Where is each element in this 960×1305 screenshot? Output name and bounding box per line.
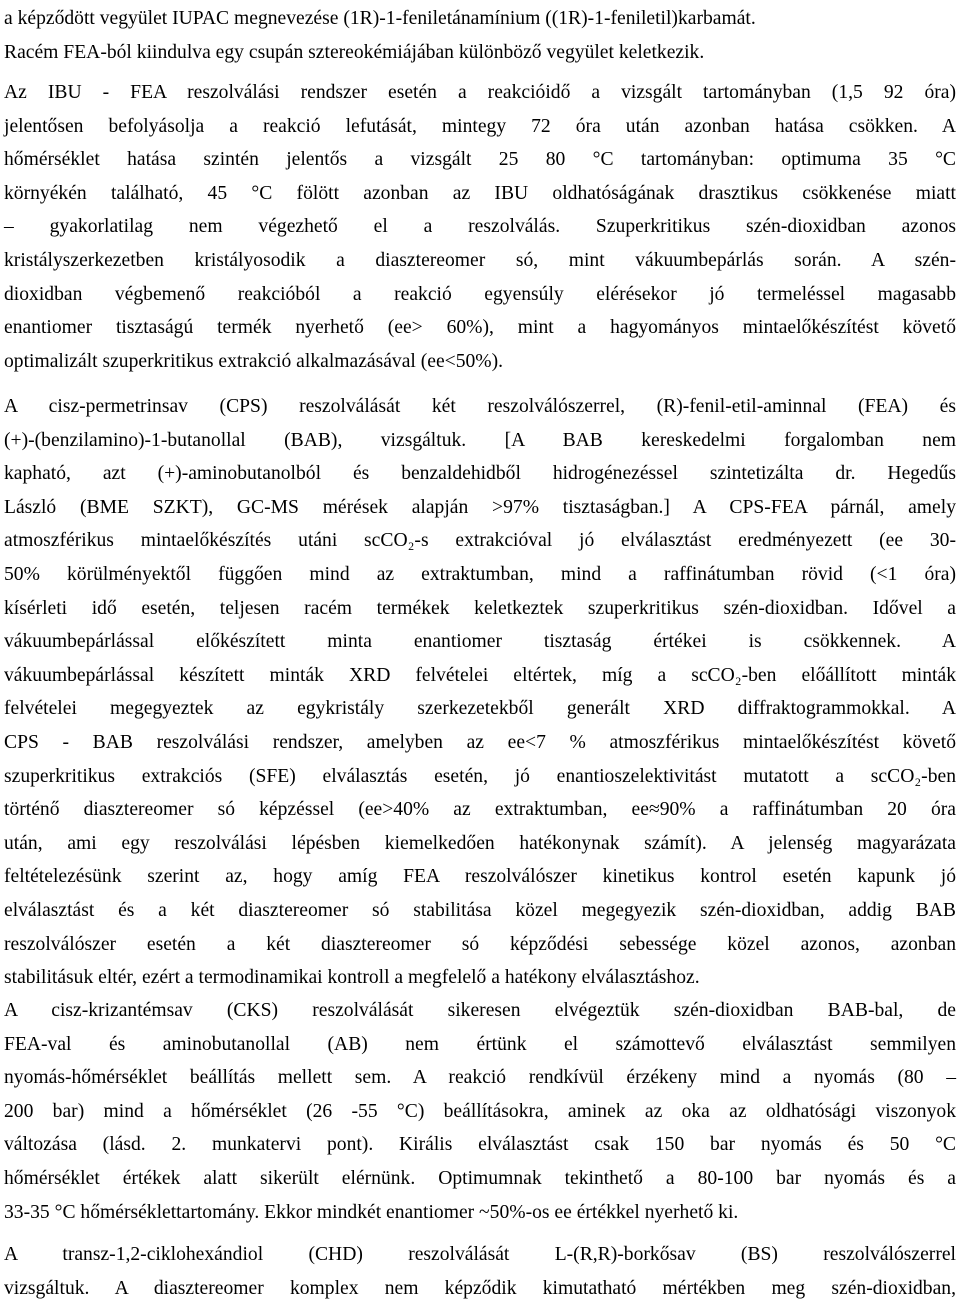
text-line: optimalizált szuperkritikus extrakció alkalmazásával (ee<50%). bbox=[4, 350, 504, 372]
text-line: CPS - BAB reszolválási rendszer, amelyben az ee<7 % atmoszférikus mintaelőkészítést követő bbox=[4, 732, 956, 753]
text-line: felvételei megegyeztek az egykristály szerkezetekből generált XRD diffraktogrammokkal. A bbox=[4, 698, 956, 720]
text-line: Az IBU - FEA reszolválási rendszer esetén a reakcióidő a vizsgált tartományban (1,5 92 óra) bbox=[4, 82, 956, 103]
text-line: FEA-val és aminobutanollal (AB) nem értünk el számottevő elválasztást semmilyen bbox=[4, 1033, 956, 1055]
text-line: (+)-(benzilamino)-1-butanollal (BAB), vizsgáltuk. [A BAB kereskedelmi forgalomban nem bbox=[4, 429, 956, 451]
text-line: után, ami egy reszolválási lépésben kiemelkedően hatékonynak számít). A jelenség magyarázata bbox=[4, 832, 956, 854]
text-line: történő diasztereomer só képzéssel (ee>40% az extraktumban, ee≈90% a raffinátumban 20 óra bbox=[4, 799, 956, 821]
text-line: környékén található, 45 °C fölött azonban az IBU oldhatóságának drasztikus csökkenése miatt bbox=[4, 182, 956, 204]
text-line: 33-35 °C hőmérséklettartomány. Ekkor mindkét enantiomer ~50%-os ee értékkel nyerhető ki. bbox=[4, 1201, 739, 1223]
text-line: Racém FEA-ból kiindulva egy csupán sztereokémiájában különböző vegyület keletkezik. bbox=[4, 41, 705, 63]
text-line: hőmérséklet hatása szintén jelentős a vizsgált 25 80 °C tartományban: optimuma 35 °C bbox=[4, 149, 956, 171]
text-line: vákuumbepárlással készített minták XRD felvételei eltértek, míg a scCO₂-ben előállított minták bbox=[4, 664, 956, 686]
text-line: A cisz-krizantémsav (CKS) reszolválását sikeresen elvégeztük szén-dioxidban BAB-bal, de bbox=[4, 1000, 956, 1021]
text-line: 200 bar) mind a hőmérséklet (26 -55 °C) beállításokra, aminek az oka az oldhatósági viszonyok bbox=[4, 1100, 956, 1122]
text-line: feltételezésünk szerint az, hogy amíg FEA reszolválószer kinetikus kontrol esetén kapunk jó bbox=[4, 866, 956, 888]
text-line: elválasztást és a két diasztereomer só stabilitása közel megegyezik szén-dioxidban, addig BAB bbox=[4, 900, 956, 921]
text-line: hőmérséklet értékek alatt sikerült elérnünk. Optimumnak tekinthető a 80-100 bar nyomás és a bbox=[4, 1168, 956, 1189]
text-line: kísérleti idő esetén, teljesen racém termékek keletkeztek szuperkritikus szén-dioxidban. Idővel a bbox=[4, 597, 956, 619]
text-line: – gyakorlatilag nem végezhető el a reszolválás. Szuperkritikus szén-dioxidban azonos bbox=[4, 216, 956, 238]
text-line: vizsgáltuk. A diasztereomer komplex nem képződik kimutatható mértékben meg szén-dioxidban, bbox=[4, 1277, 956, 1299]
text-line: enantiomer tisztaságú termék nyerhető (ee> 60%), mint a hagyományos mintaelőkészítést követő bbox=[4, 317, 956, 339]
text-line: nyomás-hőmérséklet beállítás mellett sem. A reakció rendkívül érzékeny mind a nyomás (80 – bbox=[4, 1067, 956, 1089]
text-line: a képződött vegyület IUPAC megnevezése (1R)-1-feniletánamínium ((1R)-1-feniletil)karbamát. bbox=[4, 8, 756, 29]
text-line: kristályszerkezetben kristályosodik a diasztereomer só, mint vákuumbepárlás során. A szén- bbox=[4, 250, 956, 271]
text-line: kapható, azt (+)-aminobutanolból és benzaldehidből hidrogénezéssel szintetizálta dr. Hegedűs bbox=[4, 463, 956, 485]
text-line: változása (lásd. 2. munkatervi pont). Királis elválasztást csak 150 bar nyomás és 50 °C bbox=[4, 1134, 956, 1156]
text-line: stabilitásuk eltér, ezért a termodinamikai kontroll a megfelelő a hatékony elválasztáshoz. bbox=[4, 967, 700, 989]
text-line: reszolválószer esetén a két diasztereomer só képződési sebessége közel azonos, azonban bbox=[4, 933, 956, 955]
text-line: szuperkritikus extrakciós (SFE) elválasztás esetén, jó enantioszelektivitást mutatott a scCO₂-ben bbox=[4, 765, 956, 787]
text-line: atmoszférikus mintaelőkészítés utáni scCO₂-s extrakcióval jó elválasztást eredményezett (ee 30- bbox=[4, 530, 956, 552]
text-line: 50% körülményektől függően mind az extraktumban, mind a raffinátumban rövid (<1 óra) bbox=[4, 564, 956, 585]
text-line: A cisz-permetrinsav (CPS) reszolválását két reszolválószerrel, (R)-fenil-etil-aminnal (FEA) és bbox=[4, 396, 956, 417]
text-line: László (BME SZKT), GC-MS mérések alapján >97% tisztaságban.] A CPS-FEA párnál, amely bbox=[4, 496, 956, 518]
text-line: A transz-1,2-ciklohexándiol (CHD) reszolválását L-(R,R)-borkősav (BS) reszolválószerrel bbox=[4, 1244, 956, 1265]
text-line: vákuumbepárlással előkészített minta enantiomer tisztaság értékei is csökkennek. A bbox=[4, 631, 956, 653]
text-line: dioxidban végbemenő reakcióból a reakció egyensúly elérésekor jó termeléssel magasabb bbox=[4, 283, 956, 305]
text-line: jelentősen befolyásolja a reakció lefutását, mintegy 72 óra után azonban hatása csökken. A bbox=[4, 115, 956, 137]
